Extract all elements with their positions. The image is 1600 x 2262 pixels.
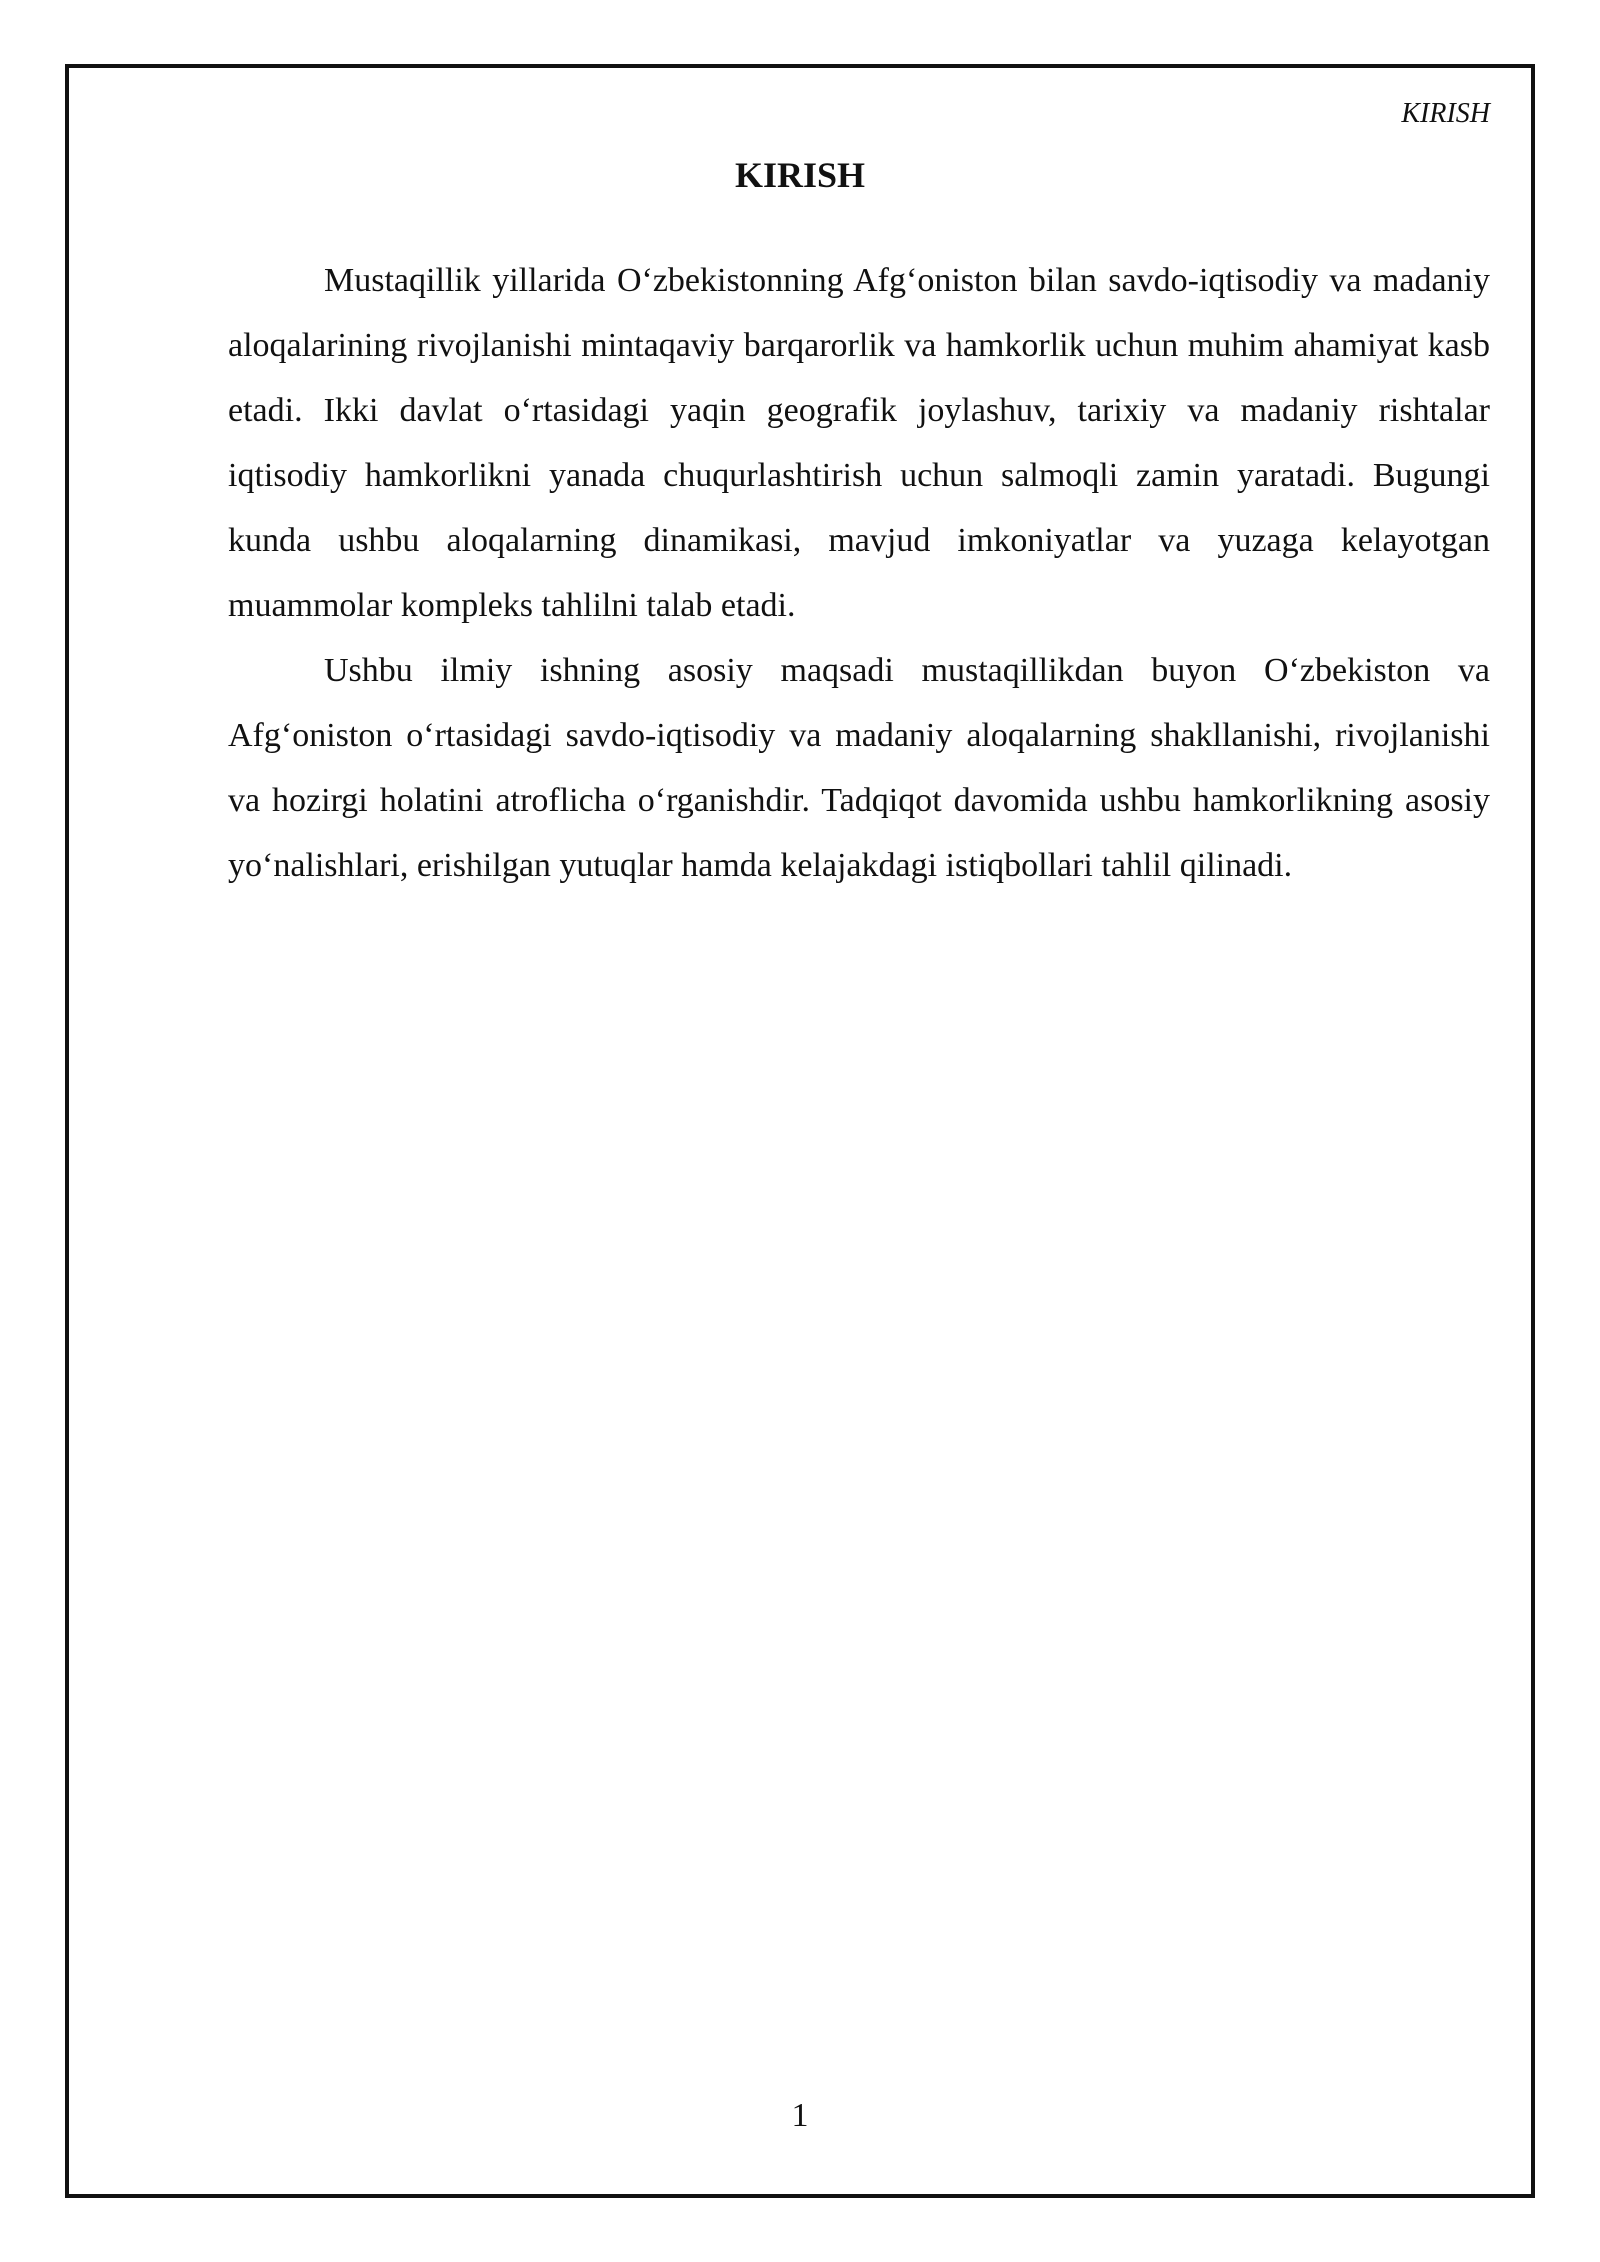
paragraph-1: Mustaqillik yillarida O‘zbekistonning Afg‘oniston bilan savdo-iqtisodiy va madaniy aloqalarining rivojlanishi mintaqaviy barqarorlik va hamkorlik uchun muhim ahamiyat kasb etadi. Ikki davlat o‘rtasidagi yaqin geografik joylashuv, tarixiy va madaniy rishtalar iqtisodiy hamkorlikni yanada chuqurlashtirish uchun salmoqli zamin yaratadi. Bugungi kunda ushbu aloqalarning dinamikasi, mavjud imkoniyatlar va yuzaga kelayotgan muammolar kompleks tahlilni talab etadi. <box>228 262 1490 624</box>
running-header: KIRISH <box>1401 98 1490 129</box>
page-number: 1 <box>791 2097 809 2134</box>
page-title: KIRISH <box>734 155 866 195</box>
paragraph-2: Ushbu ilmiy ishning asosiy maqsadi mustaqillikdan buyon O‘zbekiston va Afg‘oniston o‘rtasidagi savdo-iqtisodiy va madaniy aloqalarning shakllanishi, rivojlanishi va hozirgi holatini atroflicha o‘rganishdir. Tadqiqot davomida ushbu hamkorlikning asosiy yo‘nalishlari, erishilgan yutuqlar hamda kelajakdagi istiqbollari tahlil qilinadi. <box>228 652 1490 884</box>
body-text <box>228 248 1490 898</box>
